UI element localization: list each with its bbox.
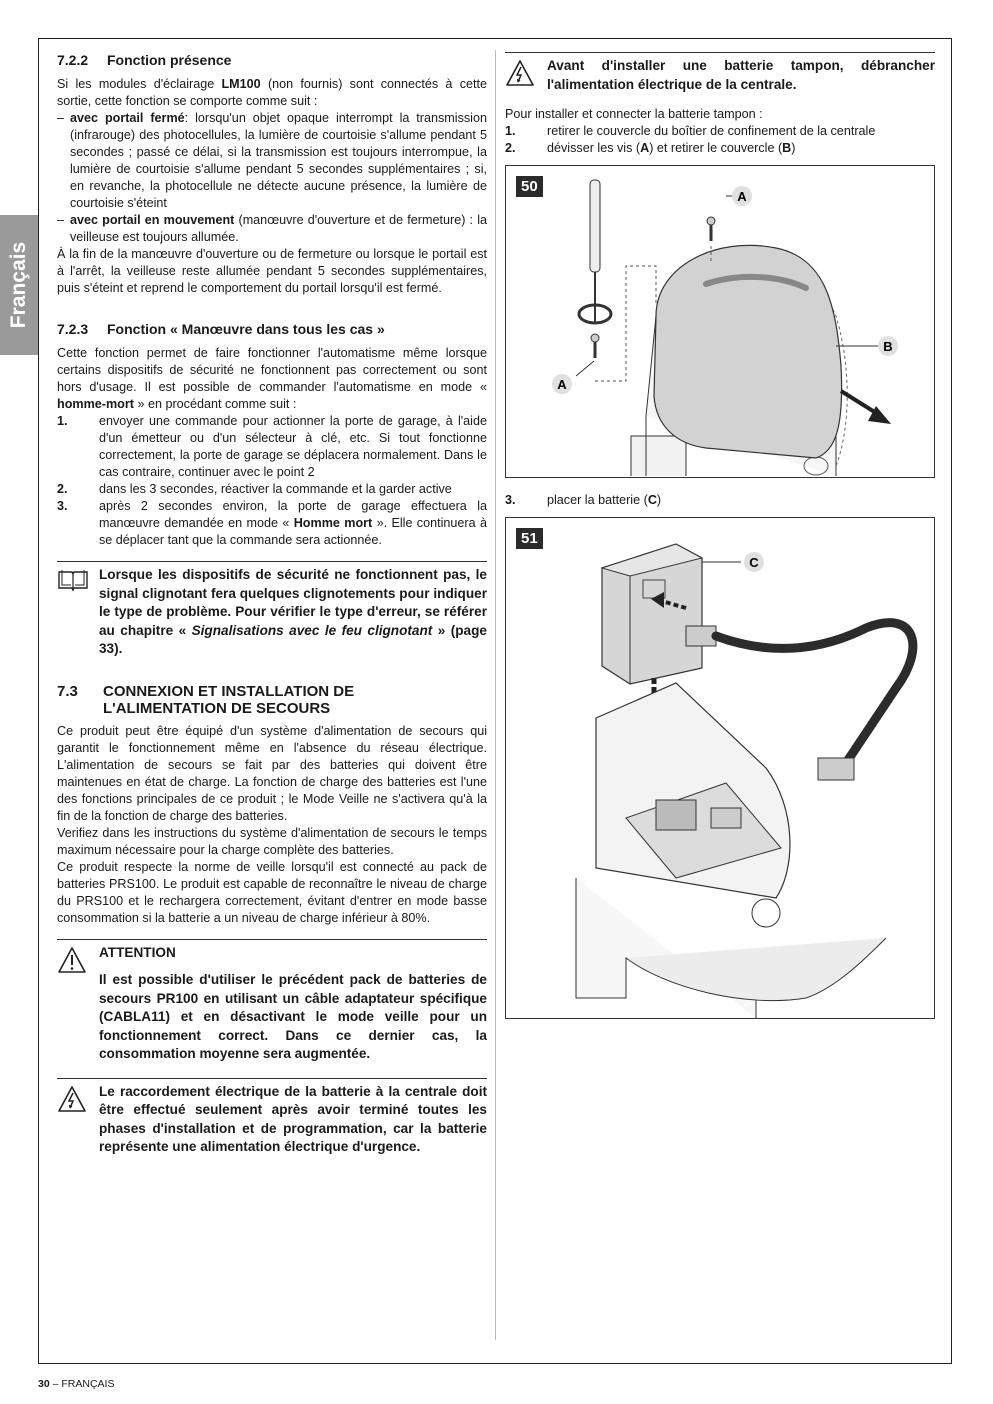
paragraph: Si les modules d'éclairage LM100 (non fournis) sont connectés à cette sortie, cette fonction se comporte comme suit : — [57, 77, 487, 108]
paragraph: Ce produit respecte la norme de veille lorsqu'il est connecté au pack de batteries PRS100. Le produit est capable de reconnaître le niveau de charge du PRS100 et le rechargera correctement, évitant d'entrer en mode basse consommation si la batterie a un niveau de charge inférieur à 80%. — [57, 859, 487, 925]
figure-50 — [505, 165, 935, 478]
section-title: Fonction présence — [107, 52, 232, 68]
electric-hazard-icon — [505, 57, 547, 94]
list-item: 2. dans les 3 secondes, réactiver la commande et la garder active — [57, 482, 452, 496]
battery-placement-illustration — [506, 518, 934, 1018]
section-73-heading — [57, 683, 487, 717]
footer-language: – FRANÇAIS — [52, 1378, 115, 1390]
figure-number: 51 — [516, 528, 543, 549]
section-title: CONNEXION ET INSTALLATION DE L'ALIMENTATION DE SECOURS — [103, 682, 355, 717]
manual-note: Lorsque les dispositifs de sécurité ne fonctionnent pas, le signal clignotant fera quelques clignotements pour indiquer le type de problème. Pour vérifier le type d'erreur, se référer au chapitre « Signalisations avec le feu clignotant » (page 33). — [57, 561, 487, 659]
column-divider — [495, 50, 496, 1340]
paragraph: À la fin de la manœuvre d'ouverture ou de fermeture ou lorsque le portail est à l'arrêt, la veilleuse reste allumée pendant 5 secondes supplémentaires, puis s'éteint et reprend le comportement du portail lorsqu'il est fermé. — [57, 247, 487, 295]
cover-removal-illustration — [506, 166, 934, 477]
electric-hazard-icon — [57, 1083, 99, 1157]
section-number: 7.2.3 — [57, 321, 89, 337]
callout-b: B — [883, 339, 893, 354]
callout-c: C — [749, 555, 759, 570]
attention-text: Il est possible d'utiliser le précédent pack de batteries de secours PR100 en utilisant un câble adaptateur spécifique (CABLA11) et en désactivant le mode veille pour un fonctionnement correct. Dans ce dernier cas, la consommation moyenne sera augmentée. — [99, 972, 487, 1061]
section-number: 7.3 — [57, 682, 78, 700]
paragraph: Ce produit peut être équipé d'un système d'alimentation de secours qui garantit le fonctionnement même en l'absence du réseau électrique. L'alimentation de secours se fait par des batteries qui doivent être maintenues en état de charge. La fonction de charge des batteries est l'une des fonctions principales de ce produit ; le Mode Veille ne s'activera qu'à la fin de la fonction de charge des batteries. — [57, 723, 487, 823]
left-column — [57, 52, 487, 1157]
list-item: 1. retirer le couvercle du boîtier de confinement de la centrale — [505, 124, 876, 138]
list-item: 3. placer la batterie (C) — [505, 493, 662, 507]
list-item: 2. dévisser les vis (A) et retirer le couvercle (B) — [505, 141, 796, 155]
figure-51 — [505, 517, 935, 1019]
callout-a: A — [557, 377, 567, 392]
list-item: 1. envoyer une commande pour actionner la porte de garage, à l'aide d'un émetteur ou d'un sélecteur à clé, etc. Si tout fonctionne correctement, la porte de garage se déplacera normalement. Dans le cas contraire, continuer avec le point 2 — [57, 414, 487, 479]
book-icon — [57, 566, 99, 659]
list-item: – avec portail fermé: lorsqu'un objet opaque interrompt la transmission (infrarouge) des photocellules, la lumière de courtoisie s'allume pendant 5 secondes ; passé ce délai, si la transmission est toujours interrompue, la lumière de courtoisie s'allume pendant 5 secondes supplémentaires ; si, en revanche, la photocellule ne détecte aucune présence, la lumière de courtoisie s'éteint — [57, 111, 487, 210]
callout-a: A — [737, 189, 747, 204]
section-number: 7.2.2 — [57, 52, 89, 68]
section-722-heading — [57, 52, 487, 69]
list-item: – avec portail en mouvement (manœuvre d'ouverture et de fermeture) : la veilleuse est toujours allumée. — [57, 213, 487, 244]
electrical-warning-note: Le raccordement électrique de la batterie à la centrale doit être effectué seulement après avoir terminé toutes les phases d'installation et de programmation, car la batterie représente une alimentation électrique d'urgence. — [57, 1078, 487, 1157]
language-side-tab — [0, 215, 38, 355]
electrical-warning-note: Avant d'installer une batterie tampon, débrancher l'alimentation électrique de la centrale. — [505, 52, 935, 94]
paragraph: Cette fonction permet de faire fonctionner l'automatisme même lorsque certains dispositifs de sécurité ne fonctionnent pas correctement ou sont hors d'usage. Il est possible de commander l'automatisme en mode « homme-mort » en procédant comme suit : — [57, 346, 487, 411]
page-number: 30 — [38, 1378, 50, 1390]
figure-number: 50 — [516, 176, 543, 197]
list-item: 3. après 2 secondes environ, la porte de garage effectuera la manœuvre demandée en mode « Homme mort ». Elle continuera à se déplacer tant que la commande sera actionnée. — [57, 499, 487, 547]
attention-note — [57, 939, 487, 1064]
section-723-heading — [57, 321, 487, 338]
section-title: Fonction « Manœuvre dans tous les cas » — [107, 321, 385, 337]
side-tab-label: Français — [7, 241, 30, 329]
paragraph: Pour installer et connecter la batterie tampon : — [505, 107, 763, 121]
warning-triangle-icon — [57, 944, 99, 1064]
attention-title: ATTENTION — [99, 944, 176, 960]
right-column — [505, 52, 935, 1019]
page-footer — [38, 1378, 114, 1390]
paragraph: Verifiez dans les instructions du système d'alimentation de secours le temps maximum nécessaire pour la charge complète des batteries. — [57, 825, 487, 857]
